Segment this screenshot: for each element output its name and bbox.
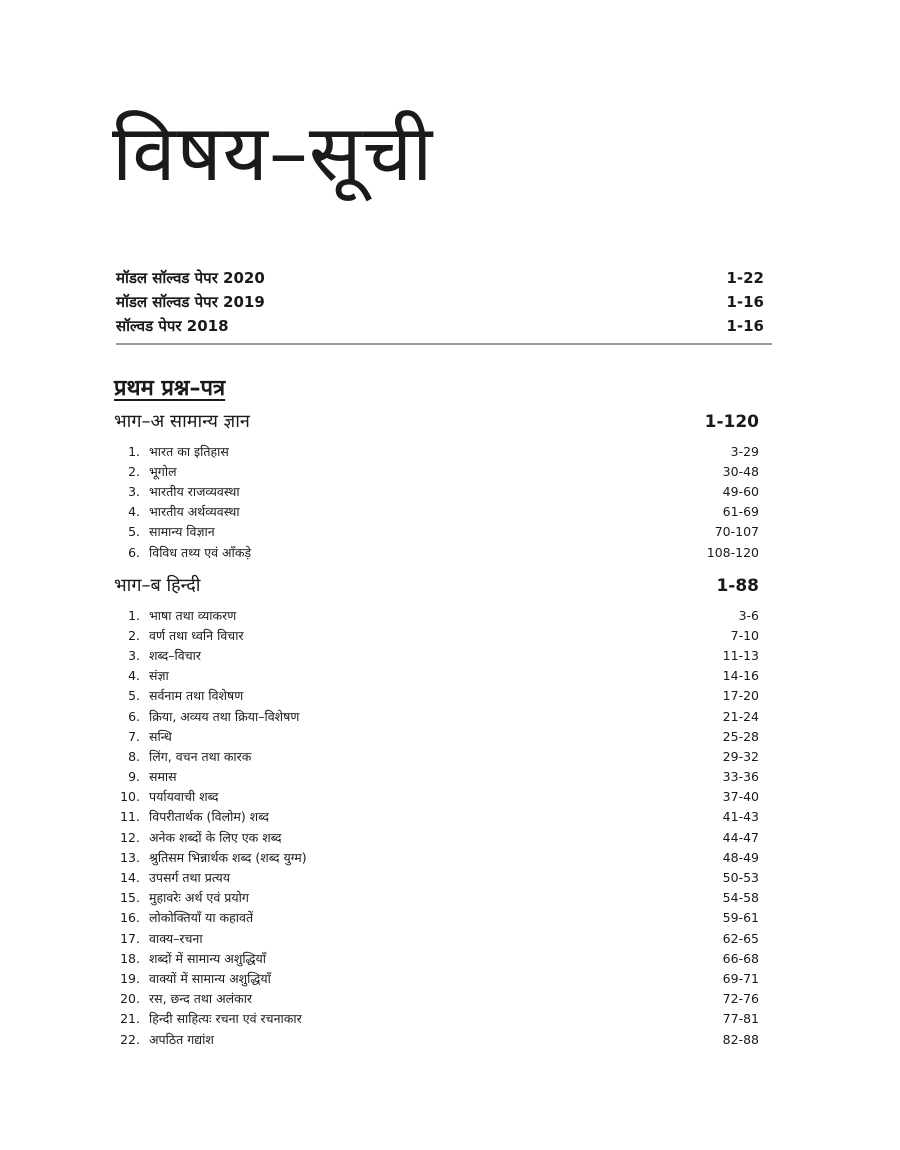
toc-entry-number: 15. xyxy=(120,890,140,906)
toc-entry-number: 10. xyxy=(120,789,140,805)
toc-entry-label: विपरीतार्थक (विलोम) शब्द xyxy=(149,809,269,825)
toc-entry-pages: 3-6 xyxy=(738,607,759,623)
toc-entry-pages: 59-61 xyxy=(722,910,759,926)
solved-paper-pages: 1-16 xyxy=(726,317,764,335)
toc-entry-label: रस, छन्द तथा अलंकार xyxy=(149,991,253,1007)
toc-entry-label: मुहावरेः अर्थ एवं प्रयोग xyxy=(149,890,249,906)
toc-entry[interactable] xyxy=(114,767,759,787)
solved-paper-row[interactable] xyxy=(116,266,764,290)
toc-entry-number: 5. xyxy=(128,524,140,540)
toc-entry-number: 17. xyxy=(120,930,140,946)
toc-entry-label: क्रिया, अव्यय तथा क्रिया–विशेषण xyxy=(149,708,300,724)
toc-entry[interactable] xyxy=(114,645,759,665)
toc-entry-pages: 48-49 xyxy=(722,849,759,865)
toc-entry-pages: 61-69 xyxy=(722,504,759,520)
toc-entry-label: सन्धि xyxy=(149,728,172,744)
toc-entry[interactable] xyxy=(114,1009,759,1029)
toc-entry-label: लिंग, वचन तथा कारक xyxy=(149,748,252,764)
toc-entry-label: श्रुतिसम भिन्नार्थक शब्द (शब्द युग्म) xyxy=(149,849,307,865)
toc-entry-label: भारत का इतिहास xyxy=(149,443,229,459)
section-hindi xyxy=(114,573,759,1049)
toc-entry-number: 4. xyxy=(128,668,140,684)
toc-entry[interactable] xyxy=(114,605,759,625)
solved-paper-row[interactable] xyxy=(116,314,764,338)
toc-entry[interactable] xyxy=(114,847,759,867)
paper-heading: प्रथम प्रश्न–पत्र xyxy=(114,376,226,401)
toc-entry-label: वर्ण तथा ध्वनि विचार xyxy=(149,627,244,643)
toc-entry-label: अपठित गद्यांश xyxy=(149,1031,214,1047)
toc-entry-pages: 25-28 xyxy=(722,728,759,744)
toc-entry-number: 1. xyxy=(128,443,140,459)
toc-entry-number: 5. xyxy=(128,688,140,704)
toc-entry-label: वाक्य–रचना xyxy=(149,930,203,946)
toc-entry-label: भाषा तथा व्याकरण xyxy=(149,607,237,623)
toc-entry-label: शब्दों में सामान्य अशुद्धियाँ xyxy=(149,950,267,966)
toc-entry-number: 7. xyxy=(128,728,140,744)
solved-paper-label: मॉडल सॉल्वड पेपर 2020 xyxy=(116,269,265,287)
toc-entry-label: सामान्य विज्ञान xyxy=(149,524,215,540)
solved-paper-pages: 1-22 xyxy=(726,269,764,287)
toc-entry[interactable] xyxy=(114,787,759,807)
toc-entry-pages: 14-16 xyxy=(722,668,759,684)
toc-entry-number: 14. xyxy=(120,870,140,886)
toc-entry[interactable] xyxy=(114,522,759,542)
section-header[interactable] xyxy=(114,573,759,603)
toc-entry-label: सर्वनाम तथा विशेषण xyxy=(149,688,244,704)
toc-entry[interactable] xyxy=(114,481,759,501)
toc-entry[interactable] xyxy=(114,928,759,948)
toc-entry-number: 2. xyxy=(128,627,140,643)
toc-entry[interactable] xyxy=(114,908,759,928)
toc-entry-pages: 33-36 xyxy=(722,769,759,785)
toc-entry[interactable] xyxy=(114,968,759,988)
toc-entry-number: 6. xyxy=(128,708,140,724)
toc-entry-label: विविध तथ्य एवं आँकड़े xyxy=(149,544,252,560)
toc-entry[interactable] xyxy=(114,807,759,827)
toc-entry-number: 22. xyxy=(120,1031,140,1047)
toc-entry-pages: 77-81 xyxy=(722,1011,759,1027)
toc-entry[interactable] xyxy=(114,666,759,686)
toc-entry-pages: 7-10 xyxy=(730,627,759,643)
toc-entry-pages: 54-58 xyxy=(722,890,759,906)
toc-entry-label: भारतीय राजव्यवस्था xyxy=(149,483,240,499)
toc-entry[interactable] xyxy=(114,542,759,562)
toc-entry-label: पर्यायवाची शब्द xyxy=(149,789,219,805)
toc-entry[interactable] xyxy=(114,625,759,645)
toc-entry-pages: 30-48 xyxy=(722,463,759,479)
section-title: भाग–ब हिन्दी xyxy=(114,575,201,596)
toc-entry-label: भारतीय अर्थव्यवस्था xyxy=(149,504,240,520)
toc-entry-pages: 72-76 xyxy=(722,991,759,1007)
toc-entry-pages: 29-32 xyxy=(722,748,759,764)
toc-entry[interactable] xyxy=(114,827,759,847)
toc-entry-label: संज्ञा xyxy=(149,668,169,684)
toc-entry-number: 4. xyxy=(128,504,140,520)
toc-entry-pages: 41-43 xyxy=(722,809,759,825)
toc-entry-pages: 37-40 xyxy=(722,789,759,805)
solved-paper-label: मॉडल सॉल्वड पेपर 2019 xyxy=(116,293,265,311)
divider xyxy=(116,343,772,345)
toc-entry-pages: 49-60 xyxy=(722,483,759,499)
toc-entry[interactable] xyxy=(114,948,759,968)
section-header[interactable] xyxy=(114,409,759,439)
toc-entry[interactable] xyxy=(114,686,759,706)
toc-entry[interactable] xyxy=(114,746,759,766)
toc-entry-pages: 11-13 xyxy=(722,647,759,663)
toc-entry-label: लोकोक्तियाँ या कहावतें xyxy=(149,910,254,926)
section-title: भाग–अ सामान्य ज्ञान xyxy=(114,411,250,432)
toc-entry[interactable] xyxy=(114,441,759,461)
toc-entry-number: 16. xyxy=(120,910,140,926)
toc-entry[interactable] xyxy=(114,989,759,1009)
toc-entry-number: 18. xyxy=(120,950,140,966)
toc-entry-pages: 108-120 xyxy=(706,544,759,560)
toc-entry-label: वाक्यों में सामान्य अशुद्धियाँ xyxy=(149,970,271,986)
toc-entry-pages: 69-71 xyxy=(722,970,759,986)
toc-entry-pages: 62-65 xyxy=(722,930,759,946)
toc-entry-number: 12. xyxy=(120,829,140,845)
solved-papers-list xyxy=(116,266,764,338)
section-general-knowledge xyxy=(114,409,759,562)
toc-entry[interactable] xyxy=(114,706,759,726)
toc-entry-label: उपसर्ग तथा प्रत्यय xyxy=(149,870,230,886)
section-pages: 1-120 xyxy=(704,412,759,432)
toc-entry[interactable] xyxy=(114,461,759,481)
toc-entry-number: 2. xyxy=(128,463,140,479)
solved-paper-label: सॉल्वड पेपर 2018 xyxy=(116,317,229,335)
toc-entry-label: हिन्दी साहित्यः रचना एवं रचनाकार xyxy=(149,1011,302,1027)
toc-entry[interactable] xyxy=(114,888,759,908)
section-pages: 1-88 xyxy=(716,576,759,596)
toc-entry-number: 3. xyxy=(128,647,140,663)
toc-entry-number: 6. xyxy=(128,544,140,560)
toc-entry-number: 21. xyxy=(120,1011,140,1027)
toc-entry-pages: 17-20 xyxy=(722,688,759,704)
toc-entry-number: 8. xyxy=(128,748,140,764)
solved-paper-pages: 1-16 xyxy=(726,293,764,311)
toc-entry-number: 3. xyxy=(128,483,140,499)
toc-entry-label: समास xyxy=(149,769,177,785)
toc-entry[interactable] xyxy=(114,867,759,887)
toc-entry-pages: 3-29 xyxy=(730,443,759,459)
toc-entry-label: शब्द–विचार xyxy=(149,647,202,663)
page-title: विषय–सूची xyxy=(112,109,434,199)
solved-paper-row[interactable] xyxy=(116,290,764,314)
toc-entry-pages: 21-24 xyxy=(722,708,759,724)
toc-entry-number: 11. xyxy=(120,809,140,825)
toc-entry-pages: 50-53 xyxy=(722,870,759,886)
toc-entry-pages: 44-47 xyxy=(722,829,759,845)
toc-entry-number: 20. xyxy=(120,991,140,1007)
toc-entry[interactable] xyxy=(114,726,759,746)
toc-entry-label: भूगोल xyxy=(149,463,177,479)
toc-entry-number: 9. xyxy=(128,769,140,785)
toc-entry-number: 13. xyxy=(120,849,140,865)
toc-entry-number: 1. xyxy=(128,607,140,623)
toc-entry-pages: 66-68 xyxy=(722,950,759,966)
toc-entry-number: 19. xyxy=(120,970,140,986)
toc-entry-pages: 82-88 xyxy=(722,1031,759,1047)
toc-entry[interactable] xyxy=(114,502,759,522)
toc-entry-pages: 70-107 xyxy=(714,524,759,540)
toc-entry[interactable] xyxy=(114,1029,759,1049)
toc-entry-label: अनेक शब्दों के लिए एक शब्द xyxy=(149,829,282,845)
